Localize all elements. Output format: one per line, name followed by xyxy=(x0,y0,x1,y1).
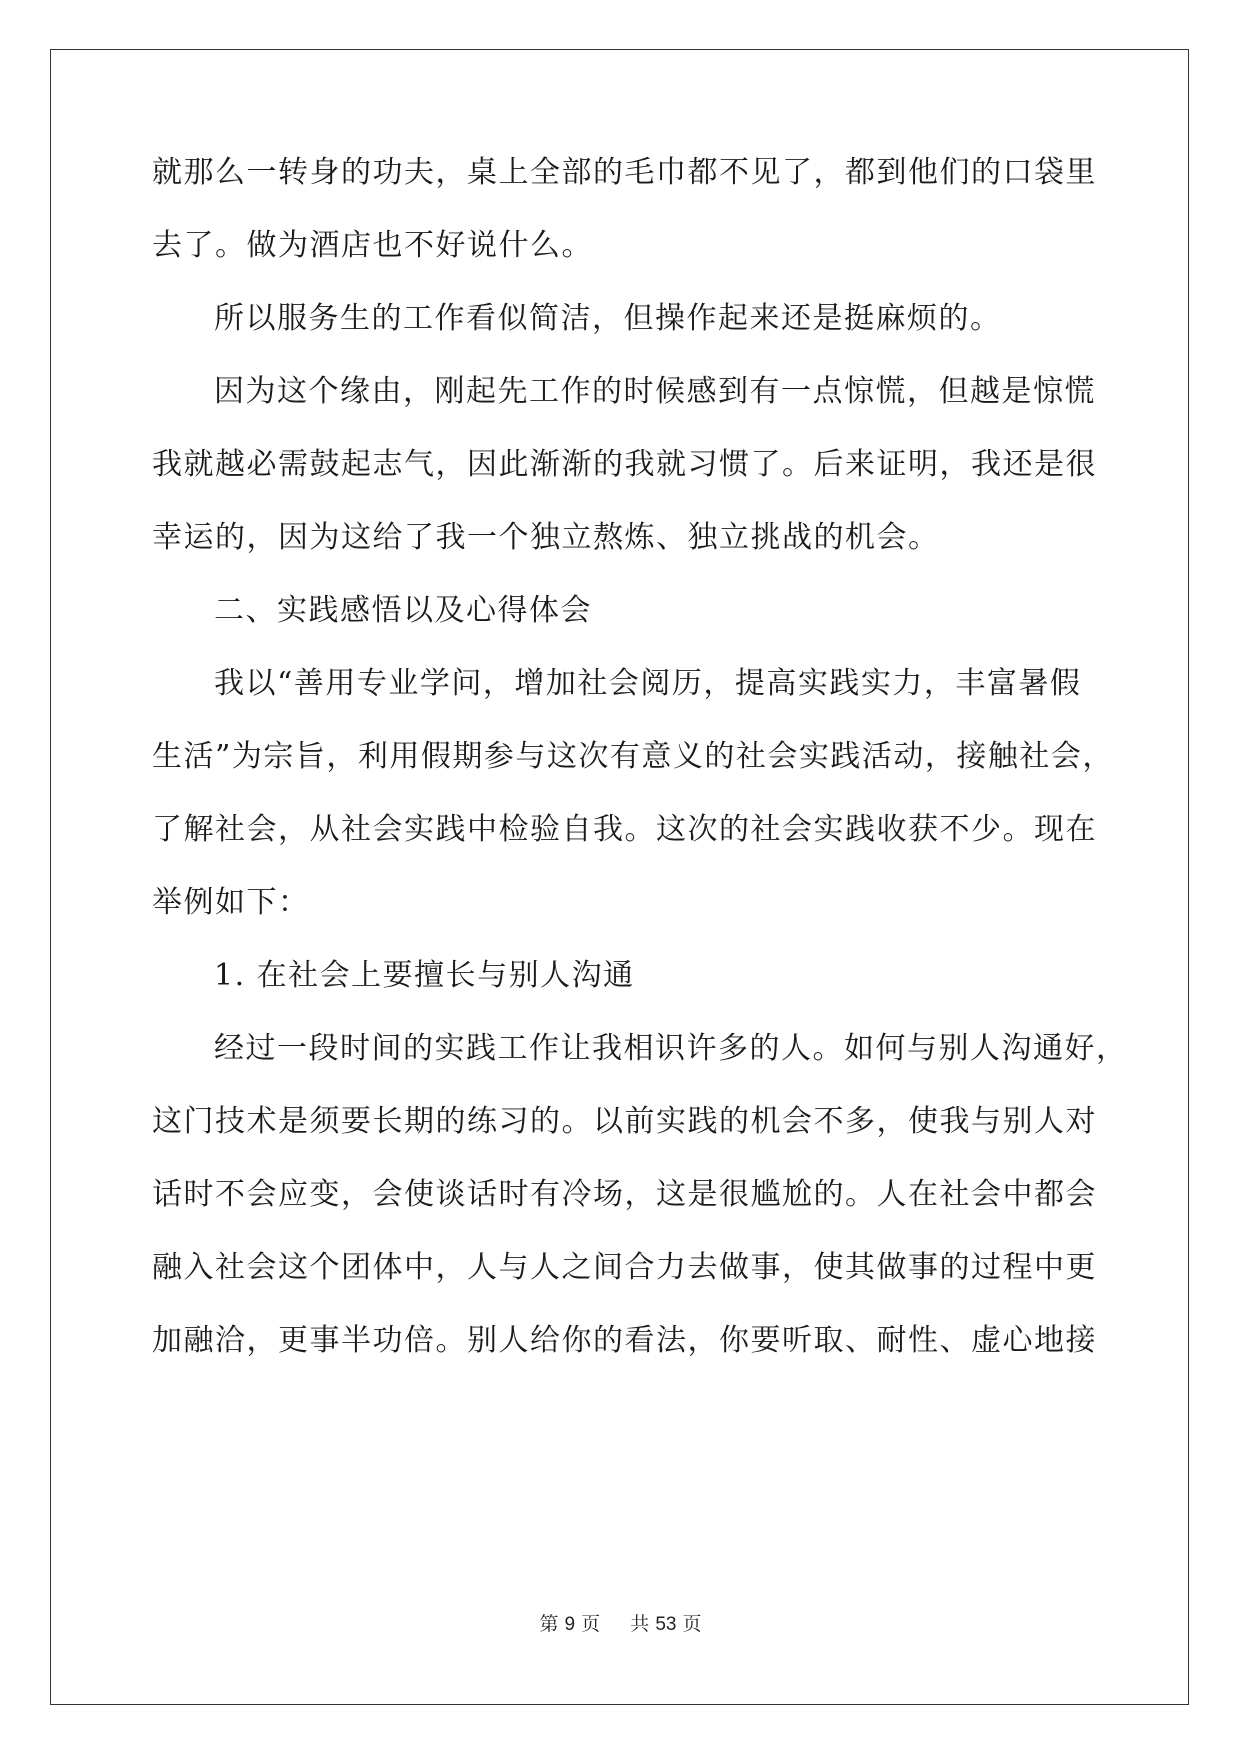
subsection-heading: 1. 在社会上要擅长与别人沟通 xyxy=(214,958,635,993)
page-prefix: 第 xyxy=(539,1613,559,1635)
text-line: 因为这个缘由，刚起先工作的时候感到有一点惊慌，但越是惊慌 xyxy=(214,374,1096,409)
total-prefix: 共 xyxy=(630,1613,650,1635)
text-line: 就那么一转身的功夫，桌上全部的毛巾都不见了，都到他们的口袋里 xyxy=(152,155,1097,190)
text-line: 所以服务生的工作看似简洁，但操作起来还是挺麻烦的。 xyxy=(214,301,1002,336)
text-line: 经过一段时间的实践工作让我相识许多的人。如何与别人沟通好， xyxy=(214,1031,1128,1066)
text-line: 我就越必需鼓起志气，因此渐渐的我就习惯了。后来证明，我还是很 xyxy=(152,447,1097,482)
page-border xyxy=(50,49,1189,1705)
text-line: 去了。做为酒店也不好说什么。 xyxy=(152,228,593,263)
text-line: 这门技术是须要长期的练习的。以前实践的机会不多，使我与别人对 xyxy=(152,1104,1097,1139)
text-line: 加融洽，更事半功倍。别人给你的看法，你要听取、耐性、虚心地接 xyxy=(152,1323,1097,1358)
page-current: 9 xyxy=(564,1614,576,1635)
text-line: 举例如下： xyxy=(152,885,310,920)
total-suffix: 页 xyxy=(682,1613,702,1635)
text-line: 我以“善用专业学问，增加社会阅历，提高实践实力，丰富暑假 xyxy=(214,666,1082,701)
page-total: 53 xyxy=(655,1614,677,1635)
text-line: 了解社会，从社会实践中检验自我。这次的社会实践收获不少。现在 xyxy=(152,812,1097,847)
section-heading: 二、实践感悟以及心得体会 xyxy=(214,593,592,628)
page-suffix: 页 xyxy=(581,1613,601,1635)
page-footer xyxy=(0,1612,1241,1637)
text-line: 幸运的，因为这给了我一个独立熬炼、独立挑战的机会。 xyxy=(152,520,940,555)
text-line: 生活”为宗旨，利用假期参与这次有意义的社会实践活动，接触社会， xyxy=(152,739,1114,774)
text-line: 话时不会应变，会使谈话时有冷场，这是很尴尬的。人在社会中都会 xyxy=(152,1177,1097,1212)
text-line: 融入社会这个团体中，人与人之间合力去做事，使其做事的过程中更 xyxy=(152,1250,1097,1285)
